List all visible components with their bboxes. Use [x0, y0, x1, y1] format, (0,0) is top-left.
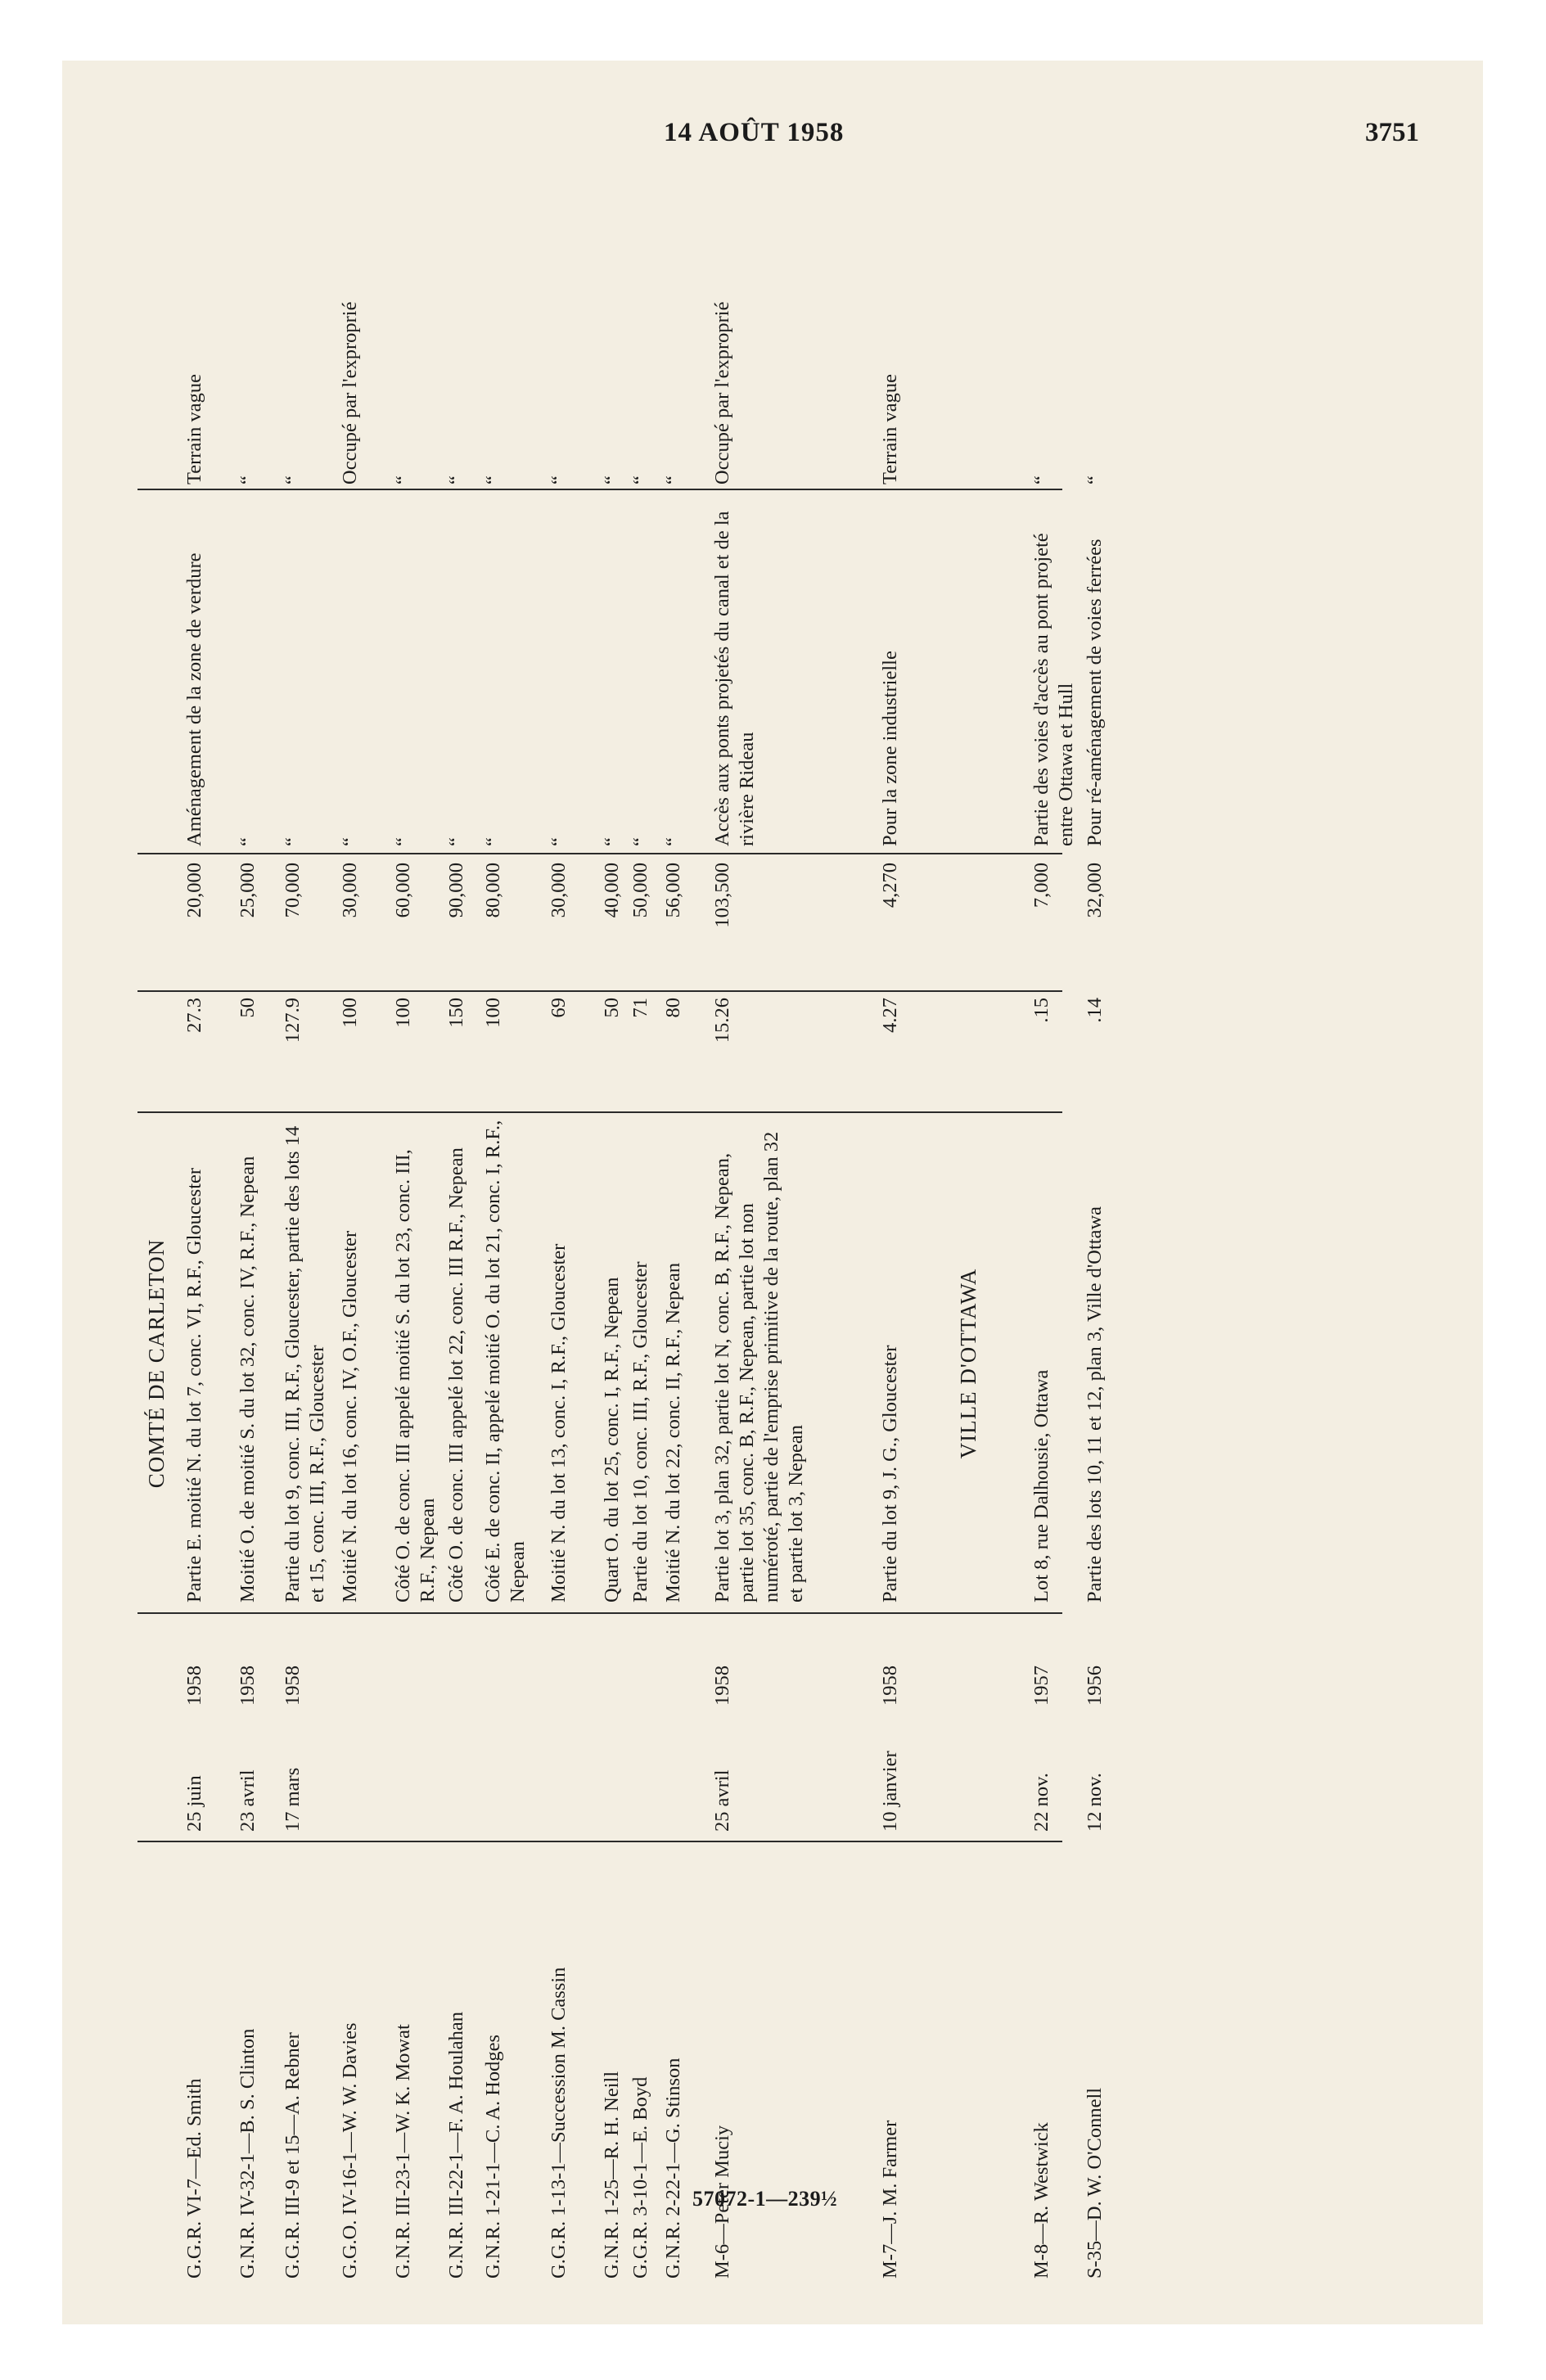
table-cell-description: Moitié O. de moitié S. du lot 32, conc. IV, R.F., Nepean [237, 1156, 259, 1602]
table-cell-date: 25 avril [711, 1769, 733, 1832]
table-cell-description: Moitié N. du lot 22, conc. II, R.F., Nepean [662, 1262, 684, 1602]
table-cell-year: 1958 [282, 1666, 304, 1706]
section-title-carleton: COMTÉ DE CARLETON [144, 1238, 169, 1489]
table-cell-date: 25 juin [183, 1775, 205, 1832]
table-cell-amount: 20,000 [183, 863, 205, 918]
column-divider [137, 1841, 1062, 1842]
footer-code: 57072-1—239½ [692, 2187, 838, 2211]
table-cell-amount: 30,000 [339, 863, 361, 918]
table-cell-acres: 71 [629, 998, 651, 1018]
table-cell-purpose: Pour la zone industrielle [879, 651, 901, 846]
table-cell-acres: 27.3 [183, 998, 205, 1033]
table-cell-year: 1958 [879, 1666, 901, 1706]
table-cell-owner: G.N.R. 1-21-1—C. A. Hodges [482, 2034, 504, 2279]
table-cell-purpose: “ [339, 837, 361, 846]
table-cell-description: Moitié N. du lot 13, conc. I, R.F., Gloucester [548, 1243, 570, 1602]
table-cell-amount: 32,000 [1084, 863, 1106, 918]
table-cell-description: Partie des lots 10, 11 et 12, plan 3, Ville d'Ottawa [1084, 1206, 1106, 1602]
table-cell-amount: 40,000 [601, 863, 623, 918]
table-cell-amount: 70,000 [282, 863, 304, 918]
table-cell-status: “ [445, 476, 467, 485]
table-cell-year: 1958 [183, 1666, 205, 1706]
page [62, 61, 1483, 2324]
table-cell-status: “ [548, 476, 570, 485]
table-cell-purpose: “ [237, 837, 259, 846]
table-cell-amount: 56,000 [662, 863, 684, 918]
table-cell-description: Côté O. de conc. III appelé lot 22, conc. III R.F., Nepean [445, 1147, 467, 1602]
table-cell-description: Côté E. de conc. II, appelé moitié O. du lot 21, conc. I, R.F., Nepean [482, 1120, 529, 1602]
table-cell-owner: M-6—Peter Muciy [711, 2125, 733, 2279]
table-cell-amount: 30,000 [548, 863, 570, 918]
table-cell-acres: 100 [482, 998, 504, 1028]
table-cell-amount: 103,500 [711, 863, 733, 928]
table-cell-year: 1957 [1030, 1666, 1052, 1706]
table-cell-date: 22 nov. [1030, 1773, 1052, 1832]
table-cell-purpose: “ [392, 837, 414, 846]
table-cell-status: “ [392, 476, 414, 485]
column-divider [137, 489, 1062, 490]
table-cell-purpose: “ [445, 837, 467, 846]
table-cell-description: Quart O. du lot 25, conc. I, R.F., Nepean [601, 1277, 623, 1602]
table-cell-status: “ [282, 476, 304, 485]
table-cell-purpose: “ [601, 837, 623, 846]
column-divider [137, 990, 1062, 992]
table-cell-purpose: Partie des voies d'accès au pont projeté entre Ottawa et Hull [1030, 533, 1077, 846]
table-cell-status: “ [1084, 476, 1106, 485]
table-cell-acres: 4.27 [879, 998, 901, 1033]
table-cell-amount: 50,000 [629, 863, 651, 918]
table-cell-owner: G.N.R. 2-22-1—G. Stinson [662, 2058, 684, 2279]
table-cell-year: 1958 [237, 1666, 259, 1706]
table-cell-acres: 50 [601, 998, 623, 1018]
table-cell-amount: 80,000 [482, 863, 504, 918]
table-cell-owner: G.G.R. 1-13-1—Succession M. Cassin [548, 1967, 570, 2279]
table-cell-owner: G.N.R. III-22-1—F. A. Houlahan [445, 2011, 467, 2279]
table-cell-owner: M-8—R. Westwick [1030, 2122, 1052, 2279]
table-cell-amount: 60,000 [392, 863, 414, 918]
table-cell-year: 1956 [1084, 1666, 1106, 1706]
table-cell-date: 17 mars [282, 1767, 304, 1832]
table-cell-owner: G.G.R. VI-7—Ed. Smith [183, 2078, 205, 2279]
table-cell-owner: G.G.O. IV-16-1—W. W. Davies [339, 2022, 361, 2279]
table-cell-owner: G.N.R. 1-25—R. H. Neill [601, 2071, 623, 2279]
expropriation-table [137, 200, 1414, 2279]
table-cell-acres: 127.9 [282, 998, 304, 1044]
table-cell-description: Côté O. de conc. III appelé moitié S. du lot 23, conc. III, R.F., Nepean [392, 1149, 439, 1602]
table-cell-date: 23 avril [237, 1769, 259, 1832]
table-cell-status: “ [629, 476, 651, 485]
table-cell-description: Partie du lot 10, conc. III, R.F., Gloucester [629, 1261, 651, 1602]
table-cell-status: “ [601, 476, 623, 485]
table-cell-owner: G.G.R. III-9 et 15—A. Rebner [282, 2032, 304, 2279]
table-cell-acres: .15 [1030, 998, 1052, 1023]
table-cell-acres: .14 [1084, 998, 1106, 1023]
table-cell-amount: 25,000 [237, 863, 259, 918]
table-cell-purpose: “ [482, 837, 504, 846]
table-cell-status: Terrain vague [879, 373, 901, 485]
table-cell-description: Partie du lot 9, conc. III, R.F., Gloucester, partie des lots 14 et 15, conc. III, R.F., Gloucester [282, 1125, 328, 1602]
table-cell-description: Lot 8, rue Dalhousie, Ottawa [1030, 1369, 1052, 1602]
table-cell-acres: 100 [392, 998, 414, 1028]
page-header [62, 118, 1483, 167]
table-cell-acres: 100 [339, 998, 361, 1028]
column-divider [137, 1612, 1062, 1614]
column-divider [137, 853, 1062, 854]
table-cell-owner: G.G.R. 3-10-1—E. Boyd [629, 2076, 651, 2279]
table-cell-purpose: Pour ré-aménagement de voies ferrées [1084, 539, 1106, 846]
table-cell-status: Occupé par l'exproprié [711, 301, 733, 485]
table-cell-status: Terrain vague [183, 373, 205, 485]
table-cell-description: Partie lot 3, plan 32, partie lot N, conc. B, R.F., Nepean, partie lot 35, conc. B, R.F., Nepean, partie lot non numéroté, partie de l'emprise primitive de la route, plan 32 et partie lot 3, Nepean [711, 1131, 807, 1602]
table-cell-purpose: Accès aux ponts projetés du canal et de la rivière Rideau [711, 511, 758, 846]
table-cell-acres: 15.26 [711, 998, 733, 1044]
table-cell-purpose: “ [629, 837, 651, 846]
table-cell-amount: 90,000 [445, 863, 467, 918]
table-cell-purpose: “ [282, 837, 304, 846]
table-cell-date: 12 nov. [1084, 1773, 1106, 1832]
table-cell-owner: G.N.R. III-23-1—W. K. Mowat [392, 2024, 414, 2279]
table-cell-amount: 4,270 [879, 863, 901, 908]
table-cell-status: Occupé par l'exproprié [339, 301, 361, 485]
table-cell-owner: S-35—D. W. O'Connell [1084, 2087, 1106, 2279]
table-cell-status: “ [482, 476, 504, 485]
table-cell-purpose: Aménagement de la zone de verdure [183, 552, 205, 846]
page-number: 3751 [1365, 118, 1419, 147]
table-cell-amount: 7,000 [1030, 863, 1052, 908]
column-divider [137, 1111, 1062, 1113]
table-cell-acres: 80 [662, 998, 684, 1018]
table-cell-owner: G.N.R. IV-32-1—B. S. Clinton [237, 2028, 259, 2279]
table-cell-acres: 50 [237, 998, 259, 1018]
table-cell-status: “ [237, 476, 259, 485]
table-cell-purpose: “ [548, 837, 570, 846]
page-date: 14 AOÛT 1958 [664, 118, 845, 147]
table-cell-description: Partie du lot 9, J. G., Gloucester [879, 1345, 901, 1602]
table-cell-purpose: “ [662, 837, 684, 846]
table-cell-year: 1958 [711, 1666, 733, 1706]
table-cell-acres: 69 [548, 998, 570, 1018]
section-title-ottawa: VILLE D'OTTAWA [956, 1268, 980, 1459]
table-cell-status: “ [1030, 476, 1052, 485]
table-cell-description: Partie E. moitié N. du lot 7, conc. VI, R.F., Gloucester [183, 1167, 205, 1602]
table-cell-acres: 150 [445, 998, 467, 1028]
table-cell-date: 10 janvier [879, 1751, 901, 1832]
table-cell-description: Moitié N. du lot 16, conc. IV, O.F., Gloucester [339, 1230, 361, 1602]
table-cell-status: “ [662, 476, 684, 485]
table-cell-owner: M-7—J. M. Farmer [879, 2120, 901, 2279]
